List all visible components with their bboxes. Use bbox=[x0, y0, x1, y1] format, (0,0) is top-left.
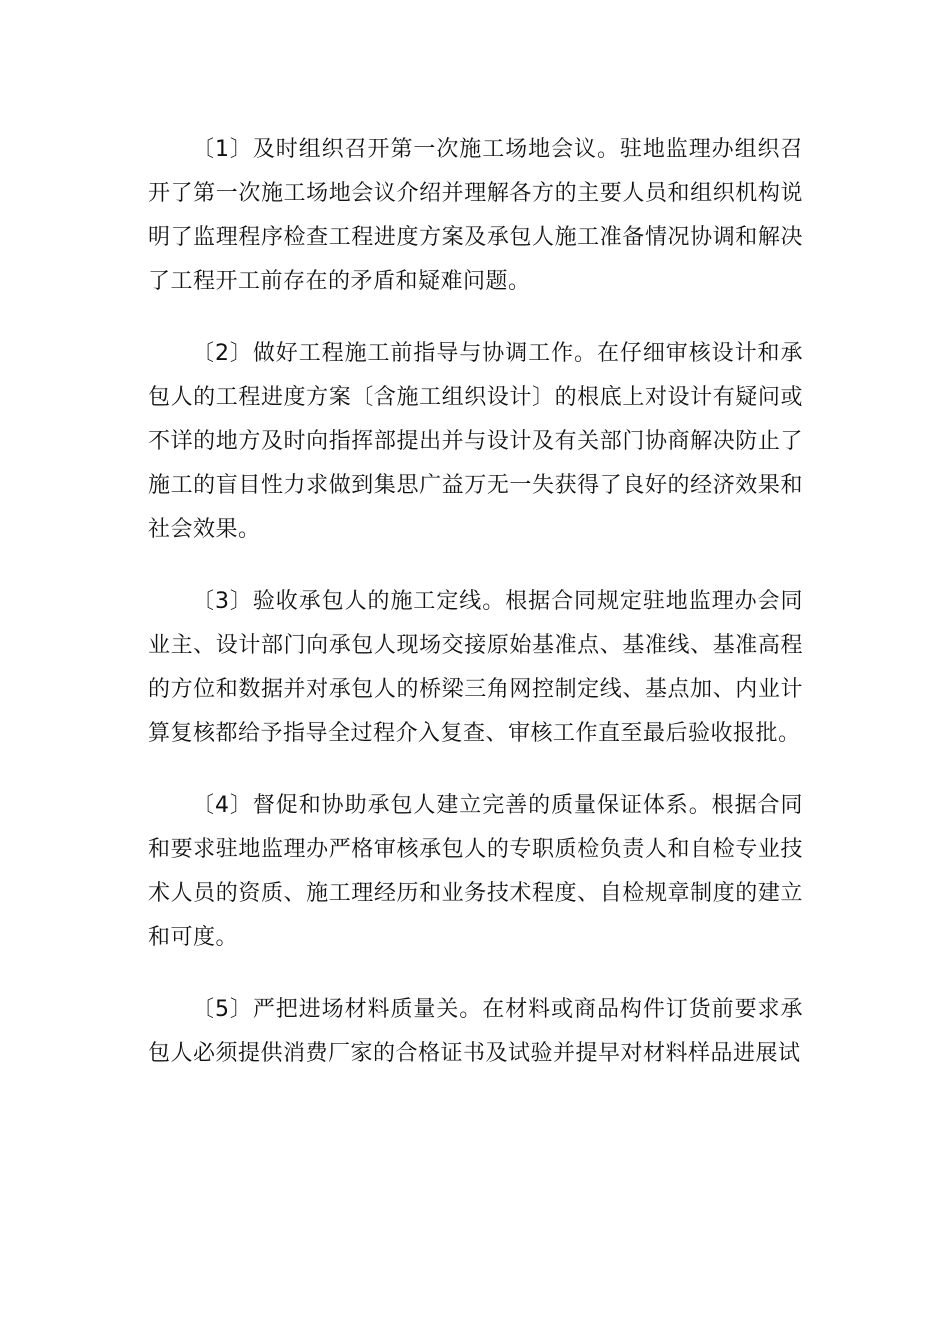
paragraph-5: 〔5〕严把进场材料质量关。在材料或商品构件订货前要求承包人必须提供消费厂家的合格证书及试验并提早对材料样品进展试 bbox=[148, 997, 803, 1066]
paragraph-4: 〔4〕督促和协助承包人建立完善的质量保证体系。根据合同和要求驻地监理办严格审核承包人的专职质检负责人和自检专业技术人员的资质、施工理经历和业务技术程度、自检规章制度的建立和可度。 bbox=[148, 793, 803, 950]
paragraph-1: 〔1〕及时组织召开第一次施工场地会议。驻地监理办组织召开了第一次施工场地会议介绍并理解各方的主要人员和组织机构说明了监理程序检查工程进度方案及承包人施工准备情况协调和解决了工程开工前存在的矛盾和疑难问题。 bbox=[148, 137, 803, 294]
paragraph-3: 〔3〕验收承包人的施工定线。根据合同规定驻地监理办会同业主、设计部门向承包人现场交接原始基准点、基准线、基准高程的方位和数据并对承包人的桥梁三角网控制定线、基点加、内业计算复核都给予指导全过程介入复查、审核工作直至最后验收报批。 bbox=[148, 589, 803, 746]
paragraph-2: 〔2〕做好工程施工前指导与协调工作。在仔细审核设计和承包人的工程进度方案〔含施工组织设计〕的根底上对设计有疑问或不详的地方及时向指挥部提出并与设计及有关部门协商解决防止了施工的盲目性力求做到集思广益万无一失获得了良好的经济效果和社会效果。 bbox=[148, 341, 803, 542]
document-body bbox=[148, 128, 803, 1104]
